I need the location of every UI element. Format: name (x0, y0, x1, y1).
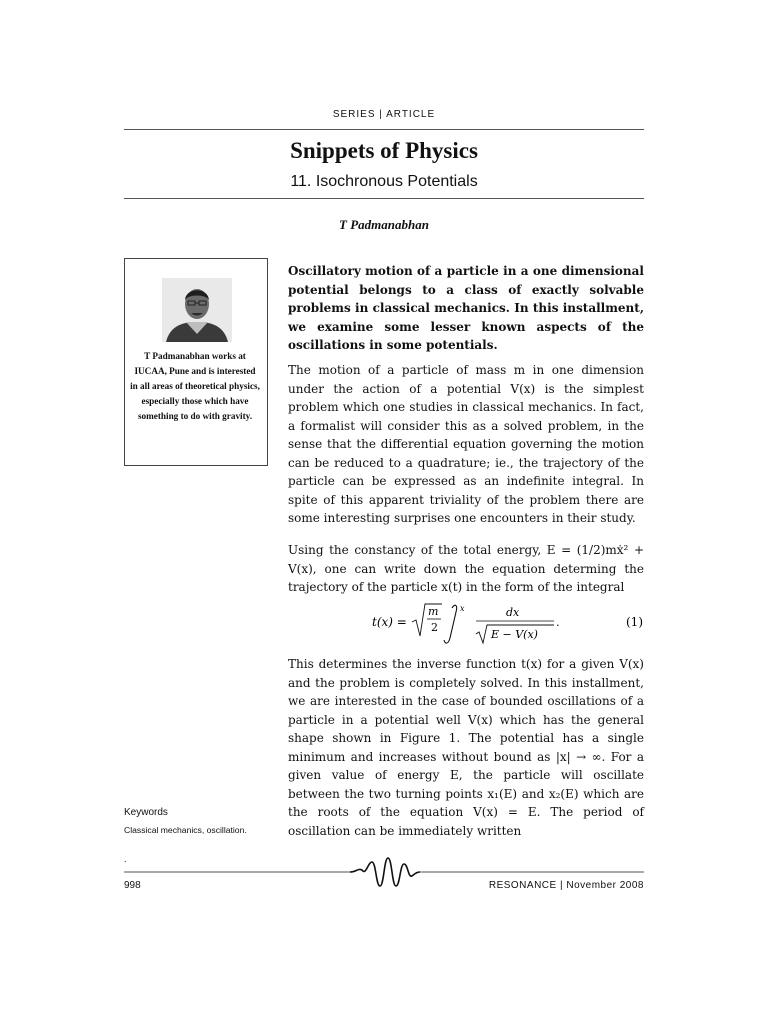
eq-number: (1) (626, 615, 643, 629)
svg-text:.: . (556, 616, 560, 629)
eq-lhs: t(x) = (372, 615, 407, 629)
eq-int-upper: x (460, 604, 465, 613)
page-number: 998 (124, 880, 141, 891)
journal-footer: RESONANCE | November 2008 (488, 880, 644, 891)
equation-1 (288, 600, 644, 646)
paragraph-intro: The motion of a particle of mass m in one dimension under the action of a potential V(x) is the simplest problem which one studies in classical mechanics. In fact, a formalist will consider this as a solved problem, in the sense that the differential equation governing the motion can be reduced to a quadrature; ie., the trajectory of the particle can be expressed as an indefinite integral. In spite of this apparent triviality of the problem there are some interesting surprises one encounters in their study. (288, 363, 644, 525)
keywords-title: Keywords (124, 807, 168, 818)
abstract: Oscillatory motion of a particle in a one dimensional potential belongs to a class of exactly solvable problems in classical mechanics. In this installment, we examine some lesser known aspects of the oscillations in some potentials. (288, 264, 644, 352)
eq-int-num: dx (506, 606, 520, 619)
eq-frac-den: 2 (431, 621, 438, 634)
author-photo (162, 278, 232, 342)
eq-frac-num: m (428, 605, 439, 618)
article-title: Snippets of Physics (290, 138, 478, 163)
author-name: T Padmanabhan (339, 217, 429, 232)
keywords-text: Classical mechanics, oscillation. (124, 825, 247, 835)
footer-dot: . (124, 855, 127, 864)
article-subtitle: 11. Isochronous Potentials (290, 173, 478, 190)
paragraph-energy: Using the constancy of the total energy, E = (1/2)mẋ² + V(x), one can write down the equation determing the trajectory of the particle x(t) in the form of the integral (288, 543, 644, 594)
eq-int-den: E − V(x) (491, 628, 538, 641)
series-header: SERIES | ARTICLE (332, 109, 436, 120)
top-rule (124, 129, 644, 130)
title-rule (124, 198, 644, 199)
author-bio: T Padmanabhan works at IUCAA, Pune and is interested in all areas of theoretical physics, especially those which have something to do with gravity. (130, 351, 260, 421)
paragraph-inverse: This determines the inverse function t(x) for a given V(x) and the problem is completely solved. In this installment, we are interested in the case of bounded oscillations of a particle in a potential well V(x) which has the general shape shown in Figure 1. The potential has a single minimum and increases without bound as |x| → ∞. For a given value of energy E, the particle will oscillate between the two turning points x₁(E) and x₂(E) which are the roots of the equation V(x) = E. The period of oscillation can be immediately written (288, 657, 644, 838)
